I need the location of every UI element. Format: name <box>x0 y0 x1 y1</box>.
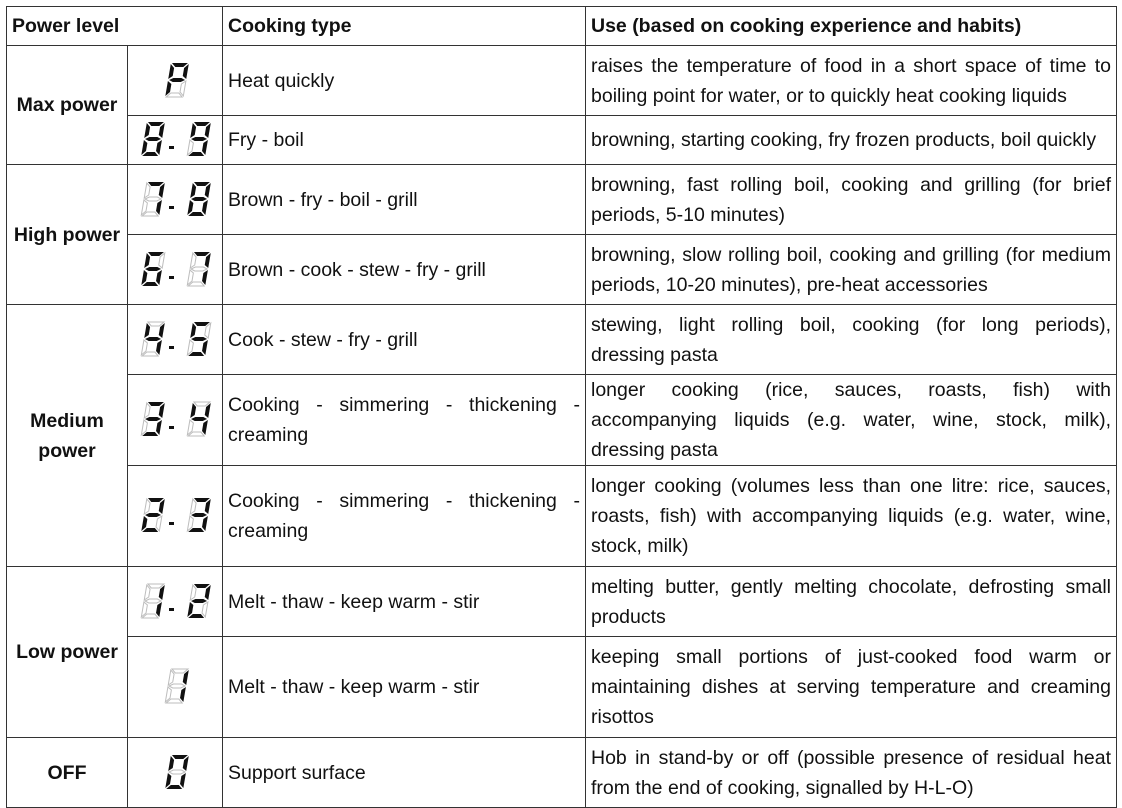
seven-segment-digits <box>160 62 190 100</box>
use-cell: longer cooking (rice, sauces, roasts, fish) with accompanying liquids (e.g. water, wine, stock, milk), dressing pasta <box>586 375 1117 466</box>
segment-c <box>202 140 208 155</box>
segment-d <box>142 528 158 532</box>
segment-digit <box>187 252 210 286</box>
segment-a <box>172 755 188 759</box>
segment-f <box>190 585 196 600</box>
segment-display <box>128 375 223 466</box>
use-cell: browning, starting cooking, fry frozen products, boil quickly <box>586 116 1117 165</box>
segment-digit <box>141 498 164 532</box>
seven-segment-digits <box>160 754 190 792</box>
segment-g <box>191 417 207 421</box>
segment-separator <box>169 276 174 279</box>
segment-g <box>145 337 161 341</box>
use-cell: browning, fast rolling boil, cooking and grilling (for brief periods, 5-10 minutes) <box>586 165 1117 235</box>
segment-f <box>144 183 150 198</box>
seven-segment-digits <box>138 401 212 439</box>
table-row <box>7 305 1117 375</box>
segment-display <box>128 46 223 116</box>
segment-digit <box>141 322 164 356</box>
table-row <box>7 637 1117 738</box>
segment-f <box>144 323 150 338</box>
segment-digit <box>187 322 210 356</box>
segment-c <box>156 340 162 355</box>
segment-display <box>128 637 223 738</box>
segment-g <box>191 267 207 271</box>
segment-c <box>202 516 208 531</box>
segment-g <box>145 197 161 201</box>
segment-digit <box>187 182 210 216</box>
header-row <box>7 7 1117 46</box>
segment-a <box>148 498 164 502</box>
use-cell: melting butter, gently melting chocolate, defrosting small products <box>586 567 1117 637</box>
power-level-label: Medium power <box>7 305 128 567</box>
segment-a <box>148 182 164 186</box>
table-row <box>7 567 1117 637</box>
segment-c <box>156 200 162 215</box>
segment-f <box>190 403 196 418</box>
segment-display <box>128 116 223 165</box>
seven-segment-digits <box>138 251 212 289</box>
power-level-label: High power <box>7 165 128 305</box>
segment-f <box>190 323 196 338</box>
segment-digit <box>141 584 164 618</box>
segment-c <box>156 516 162 531</box>
segment-a <box>172 63 188 67</box>
use-cell: longer cooking (volumes less than one litre: rice, sauces, roasts, fish) with accompanying liquids (e.g. water, wine, stock, milk) <box>586 466 1117 567</box>
segment-g <box>191 337 207 341</box>
segment-g <box>145 137 161 141</box>
segment-a <box>194 584 210 588</box>
segment-f <box>144 403 150 418</box>
cooking-type-cell: Brown - fry - boil - grill <box>223 165 586 235</box>
segment-g <box>191 137 207 141</box>
cooking-type-cell: Melt - thaw - keep warm - stir <box>223 567 586 637</box>
segment-a <box>194 182 210 186</box>
segment-c <box>202 340 208 355</box>
segment-d <box>166 93 182 97</box>
segment-g <box>169 78 185 82</box>
segment-separator <box>169 146 174 149</box>
power-level-label: Max power <box>7 46 128 165</box>
segment-a <box>148 122 164 126</box>
segment-display <box>128 235 223 305</box>
segment-f <box>144 585 150 600</box>
use-cell: keeping small portions of just-cooked food warm or maintaining dishes at serving temperature and creaming risottos <box>586 637 1117 738</box>
segment-digit <box>187 498 210 532</box>
segment-f <box>190 499 196 514</box>
cooking-type-cell: Melt - thaw - keep warm - stir <box>223 637 586 738</box>
seven-segment-digits <box>138 583 212 621</box>
seven-segment-digits <box>138 321 212 359</box>
segment-c <box>202 420 208 435</box>
segment-separator <box>169 426 174 429</box>
segment-f <box>168 756 174 771</box>
segment-separator <box>169 346 174 349</box>
table-row <box>7 738 1117 808</box>
segment-c <box>180 687 186 702</box>
seven-segment-digits <box>138 497 212 535</box>
segment-display <box>128 466 223 567</box>
header-use: Use (based on cooking experience and habits) <box>586 7 1117 46</box>
segment-g <box>169 770 185 774</box>
segment-display <box>128 165 223 235</box>
use-cell: Hob in stand-by or off (possible presence of residual heat from the end of cooking, signalled by H-L-O) <box>586 738 1117 808</box>
segment-f <box>190 123 196 138</box>
cooking-type-cell: Cooking - simmering - thickening - creaming <box>223 375 586 466</box>
segment-a <box>148 402 164 406</box>
segment-f <box>190 183 196 198</box>
cooking-type-cell: Cook - stew - fry - grill <box>223 305 586 375</box>
segment-f <box>144 123 150 138</box>
segment-display <box>128 567 223 637</box>
segment-c <box>156 602 162 617</box>
table-row <box>7 116 1117 165</box>
segment-digit <box>165 669 188 703</box>
segment-digit <box>141 122 164 156</box>
use-cell: raises the temperature of food in a short space of time to boiling point for water, or to quickly heat cooking liquids <box>586 46 1117 116</box>
segment-digit <box>187 122 210 156</box>
seven-segment-digits <box>138 181 212 219</box>
seven-segment-digits <box>138 121 212 159</box>
segment-g <box>145 267 161 271</box>
segment-a <box>194 122 210 126</box>
segment-a <box>194 252 210 256</box>
segment-a <box>194 498 210 502</box>
cooking-type-cell: Support surface <box>223 738 586 808</box>
use-cell: browning, slow rolling boil, cooking and grilling (for medium periods, 10-20 minutes), pre-heat accessories <box>586 235 1117 305</box>
segment-separator <box>169 608 174 611</box>
segment-c <box>202 270 208 285</box>
segment-c <box>202 602 208 617</box>
table-row <box>7 466 1117 567</box>
power-level-label: Low power <box>7 567 128 738</box>
table-row <box>7 235 1117 305</box>
cooking-type-cell: Brown - cook - stew - fry - grill <box>223 235 586 305</box>
segment-f <box>144 253 150 268</box>
segment-digit <box>141 182 164 216</box>
header-cooking-type: Cooking type <box>223 7 586 46</box>
cooking-type-cell: Fry - boil <box>223 116 586 165</box>
segment-display <box>128 738 223 808</box>
segment-d <box>166 785 182 789</box>
segment-digit <box>141 252 164 286</box>
header-power-level: Power level <box>7 7 223 46</box>
segment-f <box>144 499 150 514</box>
use-cell: stewing, light rolling boil, cooking (for long periods), dressing pasta <box>586 305 1117 375</box>
segment-a <box>148 584 164 588</box>
table-row <box>7 46 1117 116</box>
segment-digit <box>187 402 210 436</box>
segment-g <box>169 684 185 688</box>
segment-f <box>168 670 174 685</box>
segment-g <box>191 197 207 201</box>
segment-separator <box>169 206 174 209</box>
segment-g <box>191 599 207 603</box>
segment-f <box>168 64 174 79</box>
segment-g <box>145 599 161 603</box>
segment-a <box>194 402 210 406</box>
cooking-type-cell: Cooking - simmering - thickening - creaming <box>223 466 586 567</box>
segment-g <box>191 513 207 517</box>
table-row <box>7 375 1117 466</box>
segment-d <box>188 614 204 618</box>
seven-segment-digits <box>160 668 190 706</box>
segment-d <box>142 152 158 156</box>
segment-digit <box>165 63 188 97</box>
segment-digit <box>165 755 188 789</box>
segment-g <box>145 417 161 421</box>
power-level-label: OFF <box>7 738 128 808</box>
segment-display <box>128 305 223 375</box>
power-level-table <box>6 6 1117 808</box>
segment-c <box>202 200 208 215</box>
segment-d <box>142 282 158 286</box>
table-row <box>7 165 1117 235</box>
segment-c <box>156 420 162 435</box>
segment-g <box>145 513 161 517</box>
segment-separator <box>169 522 174 525</box>
segment-digit <box>187 584 210 618</box>
segment-a <box>148 322 164 326</box>
segment-c <box>156 140 162 155</box>
segment-c <box>180 81 186 96</box>
segment-c <box>156 270 162 285</box>
cooking-type-cell: Heat quickly <box>223 46 586 116</box>
segment-digit <box>141 402 164 436</box>
segment-a <box>172 669 188 673</box>
segment-c <box>180 773 186 788</box>
segment-d <box>188 212 204 216</box>
segment-f <box>190 253 196 268</box>
